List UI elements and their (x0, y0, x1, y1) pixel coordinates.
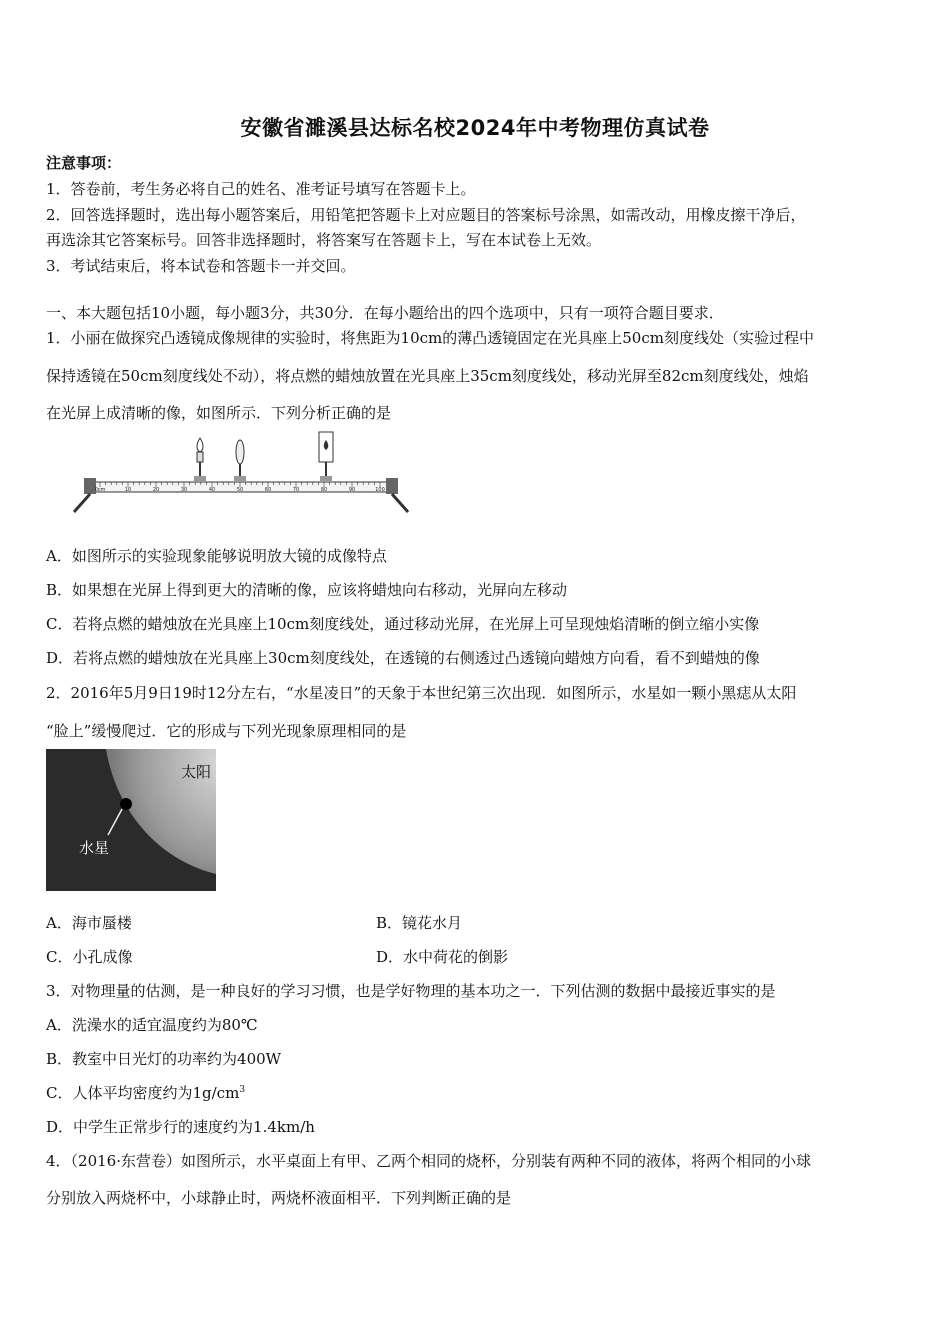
bench-tick-label: 80 (320, 487, 328, 493)
q2-stem-line: “脸上”缓慢爬过．它的形成与下列光现象原理相同的是 (46, 722, 407, 740)
section-heading: 一、本大题包括10小题，每小题3分，共30分．在每小题给出的四个选项中，只有一项符合题目要求． (46, 304, 724, 322)
notice-item: 1．答卷前，考生务必将自己的姓名、准考证号填写在答题卡上。 (46, 180, 476, 198)
optical-bench-figure (70, 430, 410, 518)
q2-option-c: C．小孔成像 (46, 948, 133, 966)
convex-lens (234, 440, 246, 482)
mercury-transit-photo (46, 749, 216, 891)
bench-tick-label: 40 (208, 487, 216, 493)
q2-option-d: D．水中荷花的倒影 (376, 948, 509, 966)
q3-option-d: D．中学生正常步行的速度约为1.4km/h (46, 1118, 315, 1136)
q1-option-b: B．如果想在光屏上得到更大的清晰的像，应该将蜡烛向右移动，光屏向左移动 (46, 581, 568, 599)
page-title: 安徽省濉溪县达标名校2024年中考物理仿真试卷 (240, 116, 710, 140)
bench-tick-label: 50 (236, 487, 244, 493)
bench-tick-label: 60 (264, 487, 272, 493)
q3-option-b: B．教室中日光灯的功率约为400W (46, 1050, 282, 1068)
bench-tick-label: 70 (292, 487, 300, 493)
bench-tick-label: 0cm (94, 487, 106, 493)
notice-heading: 注意事项： (46, 154, 122, 172)
notice-item: 再选涂其它答案标号。回答非选择题时，将答案写在答题卡上，写在本试卷上无效。 (46, 231, 602, 249)
bench-left-leg (74, 494, 90, 512)
mercury-dot (120, 798, 132, 810)
q1-stem-line: 保持透镜在50cm刻度线处不动），将点燃的蜡烛放置在光具座上35cm刻度线处，移动光屏至82cm刻度线处，烛焰 (46, 367, 809, 385)
q1-option-a: A．如图所示的实验现象能够说明放大镜的成像特点 (46, 547, 387, 565)
q4-stem-line: 分别放入两烧杯中，小球静止时，两烧杯液面相平．下列判断正确的是 (46, 1189, 512, 1207)
q3-option-c-text: C．人体平均密度约为1g/cm (46, 1084, 240, 1102)
bench-right-end (386, 478, 398, 494)
q2-stem-line: 2．2016年5月9日19时12分左右，“水星凌日”的天象于本世纪第三次出现．如图所示，水星如一颗小黑痣从太阳 (46, 684, 797, 702)
mercury-label: 水星 (78, 839, 110, 857)
q1-option-c: C．若将点燃的蜡烛放在光具座上10cm刻度线处，通过移动光屏，在光屏上可呈现烛焰清晰的倒立缩小实像 (46, 615, 760, 633)
candle (194, 438, 206, 482)
light-screen (319, 432, 333, 482)
q3-option-a: A．洗澡水的适宜温度约为80℃ (46, 1016, 258, 1034)
q1-stem-line: 1．小丽在做探究凸透镜成像规律的实验时，将焦距为10cm的薄凸透镜固定在光具座上50cm刻度线处（实验过程中 (46, 329, 814, 347)
q3-option-c (46, 1082, 245, 1103)
notice-item: 2．回答选择题时，选出每小题答案后，用铅笔把答题卡上对应题目的答案标号涂黑，如需改动，用橡皮擦干净后， (46, 206, 806, 224)
bench-tick-label: 30 (180, 487, 188, 493)
bench-right-leg (392, 494, 408, 512)
q1-stem-line: 在光屏上成清晰的像，如图所示．下列分析正确的是 (46, 404, 392, 422)
q4-stem-line: 4．（2016·东营卷）如图所示，水平桌面上有甲、乙两个相同的烧杯，分别装有两种不同的液体，将两个相同的小球 (46, 1152, 811, 1170)
q1-option-d: D．若将点燃的蜡烛放在光具座上30cm刻度线处，在透镜的右侧透过凸透镜向蜡烛方向看，看不到蜡烛的像 (46, 649, 760, 667)
bench-tick-label: 100 (375, 487, 385, 493)
bench-tick-label: 90 (348, 487, 356, 493)
bench-tick-label: 20 (152, 487, 160, 493)
notice-item: 3．考试结束后，将本试卷和答题卡一并交回。 (46, 257, 356, 275)
q3-stem: 3．对物理量的估测，是一种良好的学习习惯，也是学好物理的基本功之一．下列估测的数据中最接近事实的是 (46, 982, 776, 1000)
q2-option-b: B．镜花水月 (376, 914, 463, 932)
sun-label: 太阳 (180, 763, 212, 781)
bench-tick-label: 10 (124, 487, 132, 493)
q3-option-c-sup: 3 (239, 1085, 246, 1095)
q2-option-a: A．海市蜃楼 (46, 914, 132, 932)
